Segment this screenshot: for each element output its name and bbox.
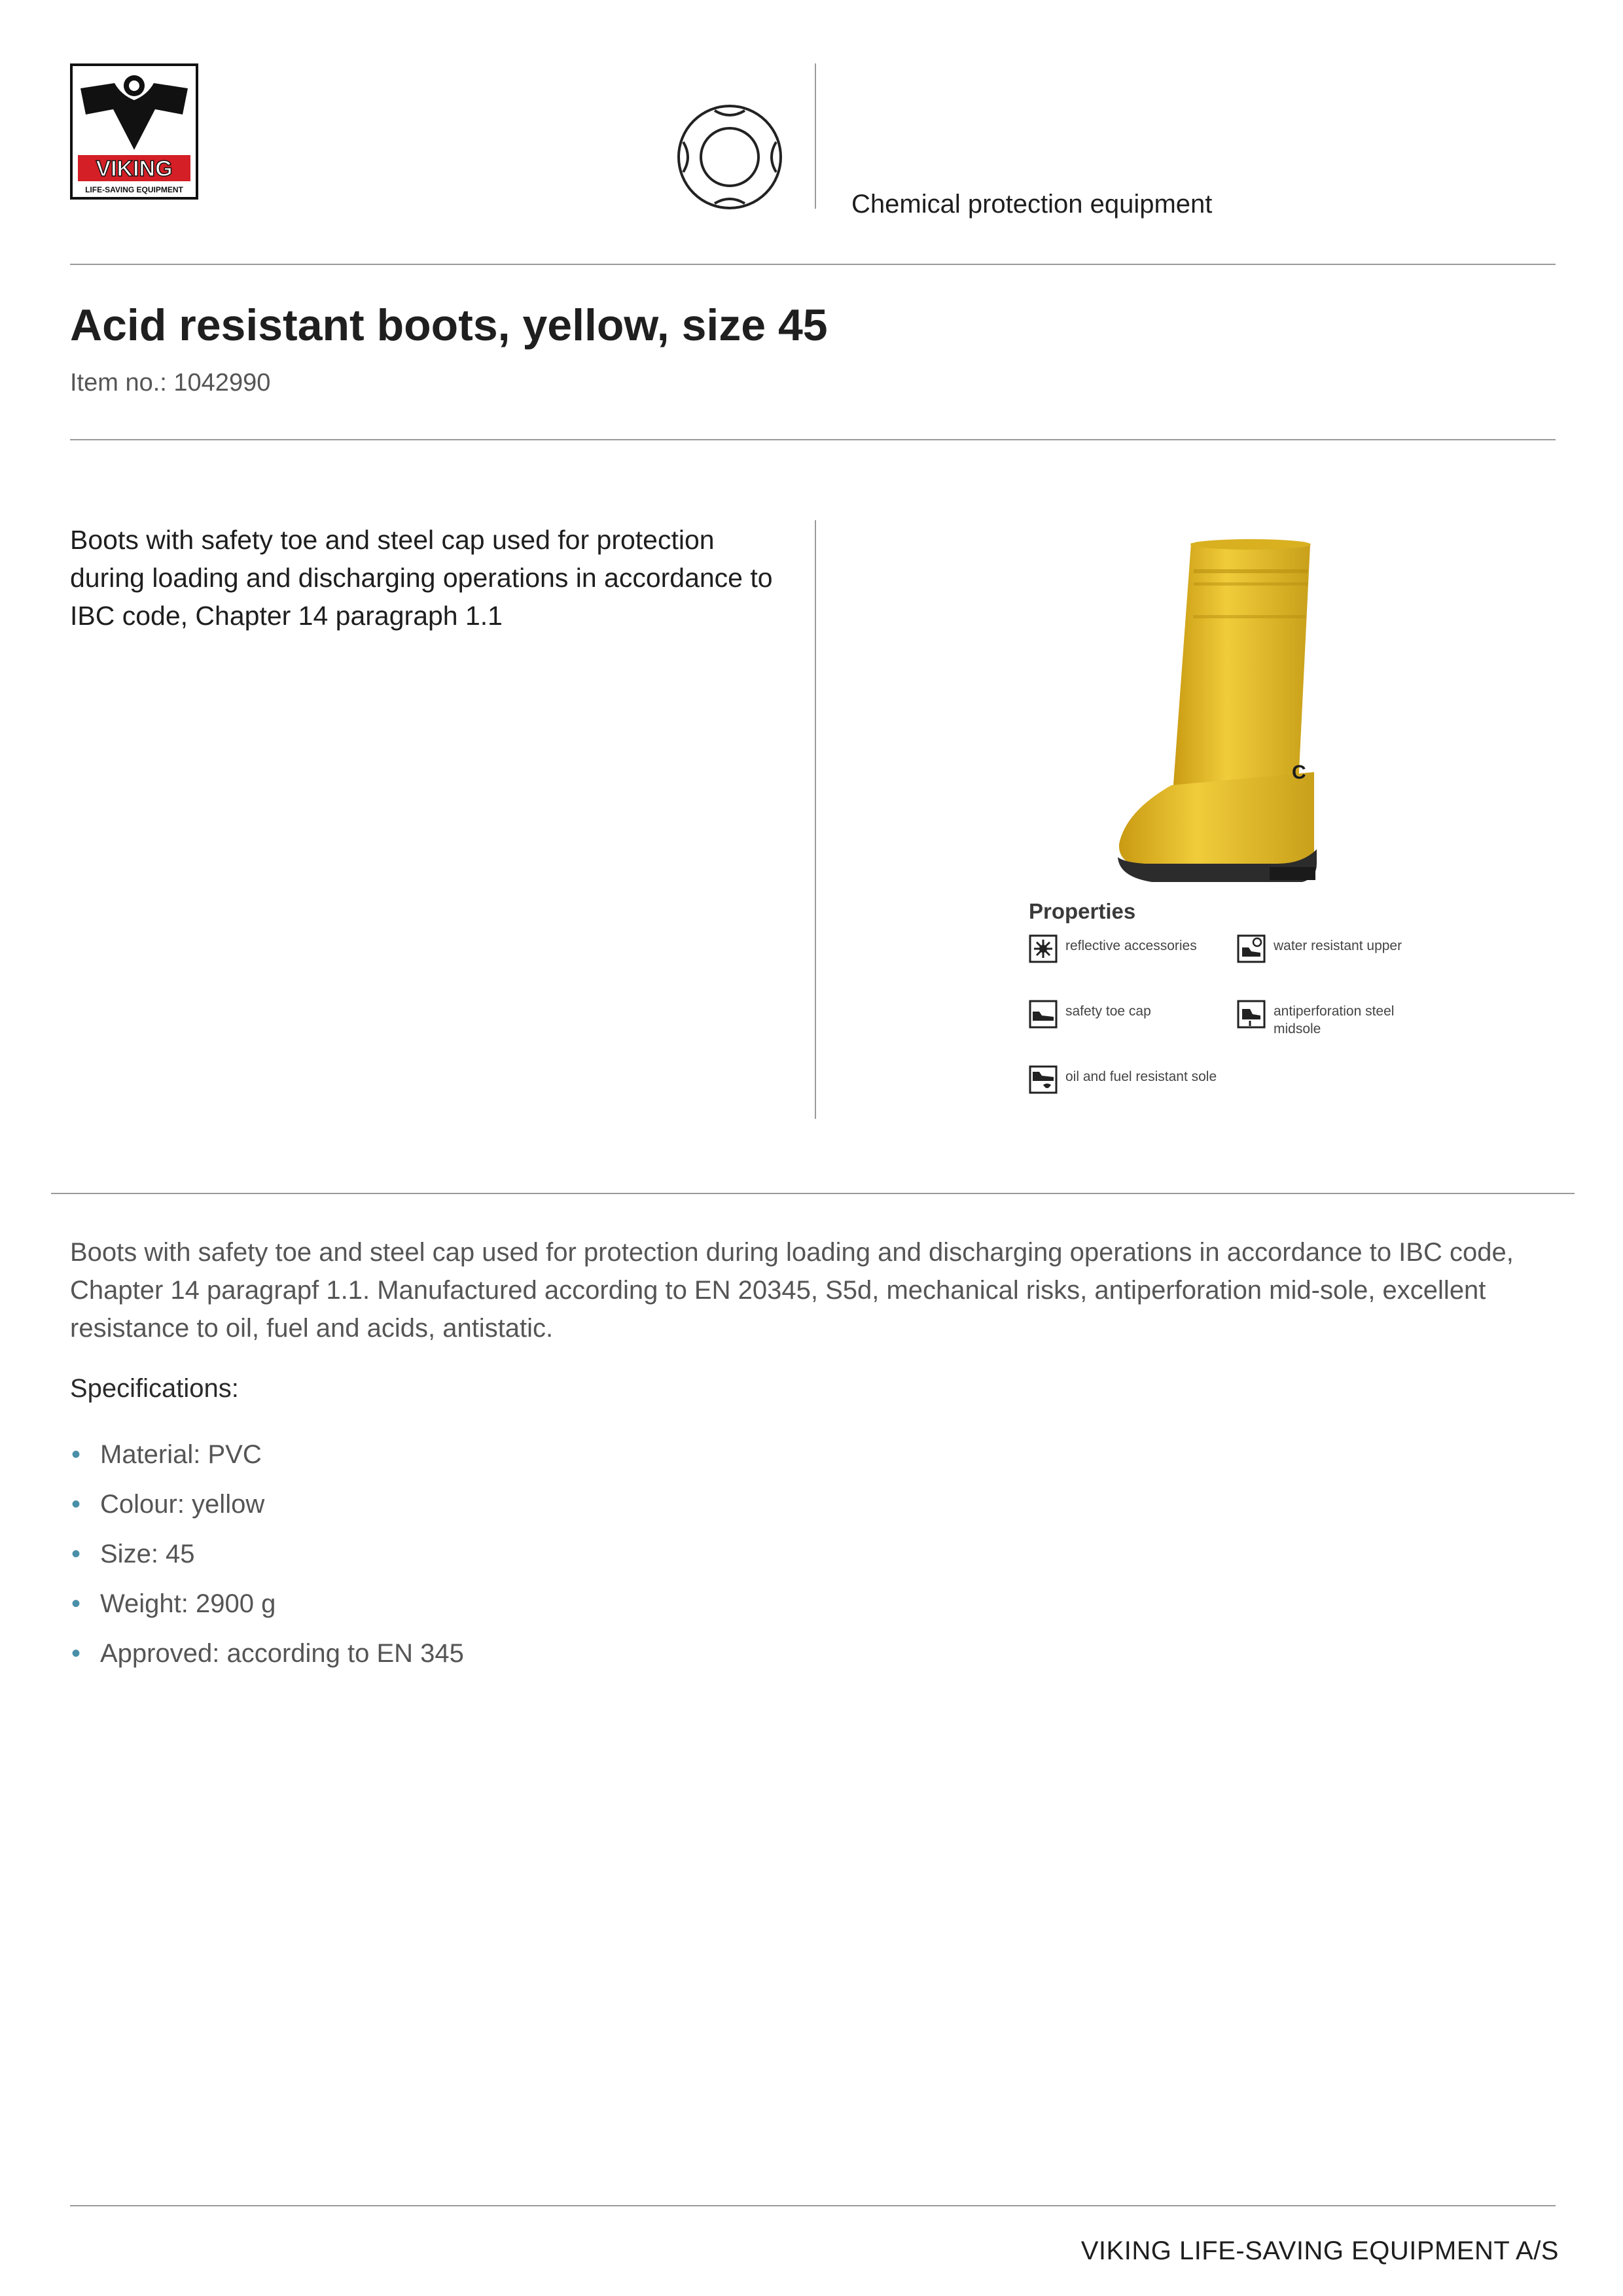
svg-text:VIKING: VIKING [96,156,173,181]
yellow-boot-image [1106,537,1329,890]
spec-item: • Approved: according to EN 345 [70,1629,464,1678]
content-divider [815,520,816,1119]
bullet-icon: • [71,1639,81,1668]
properties-title: Properties [1029,899,1136,923]
svg-text:C: C [1292,762,1306,783]
property-label: water resistant upper [1274,938,1402,953]
property-label: antiperforation steel midsole [1274,1004,1395,1036]
antiperforation-icon [1237,1000,1266,1029]
water-resistant-icon [1237,934,1266,963]
spec-item: • Material: PVC [70,1430,464,1479]
bullet-icon: • [71,1440,81,1469]
viking-logo [70,63,198,200]
spec-item: • Weight: 2900 g [70,1579,464,1629]
header-divider [815,63,816,209]
reflective-icon [1029,934,1058,963]
lifebuoy-icon [674,101,785,213]
bullet-icon: • [71,1490,81,1519]
item-number-label: Item no.: [70,369,167,397]
item-number-value: 1042990 [173,369,271,397]
product-category: Chemical protection equipment [851,190,1213,219]
spec-item: • Colour: yellow [70,1479,464,1529]
viking-logo-icon [70,63,198,200]
long-description: Boots with safety toe and steel cap used for protection during loading and discharging operations in accordance to IBC code, Chapter 14 paragrapf 1.1. Manufactured according to EN 20345, S5d, mechanical risks, antiperforation mid-sole, excellent resistance to oil, fuel and acids, antistatic. [70,1238,1514,1343]
header-rule [70,264,1556,265]
property-label: reflective accessories [1065,938,1197,953]
oil-fuel-resistant-icon [1029,1065,1058,1094]
safety-toe-cap-icon [1029,1000,1058,1029]
svg-text:LIFE-SAVING EQUIPMENT: LIFE-SAVING EQUIPMENT [85,185,183,194]
page-title: Acid resistant boots, yellow, size 45 [70,300,828,350]
specifications-heading: Specifications: [70,1374,239,1403]
property-label: oil and fuel resistant sole [1065,1069,1217,1084]
bullet-icon: • [71,1540,81,1568]
spec-item: • Size: 45 [70,1529,464,1579]
title-rule [70,439,1556,440]
short-description: Boots with safety toe and steel cap used for protection during loading and discharging operations in accordance to IBC code, Chapter 14 paragraph 1.1 [70,525,773,631]
specifications-list [70,1430,464,1678]
item-number [70,369,270,397]
property-label: safety toe cap [1065,1004,1151,1019]
section-rule [51,1193,1575,1194]
footer-company: VIKING LIFE-SAVING EQUIPMENT A/S [1080,2236,1559,2265]
bullet-icon: • [71,1589,81,1618]
footer-rule [70,2205,1556,2206]
